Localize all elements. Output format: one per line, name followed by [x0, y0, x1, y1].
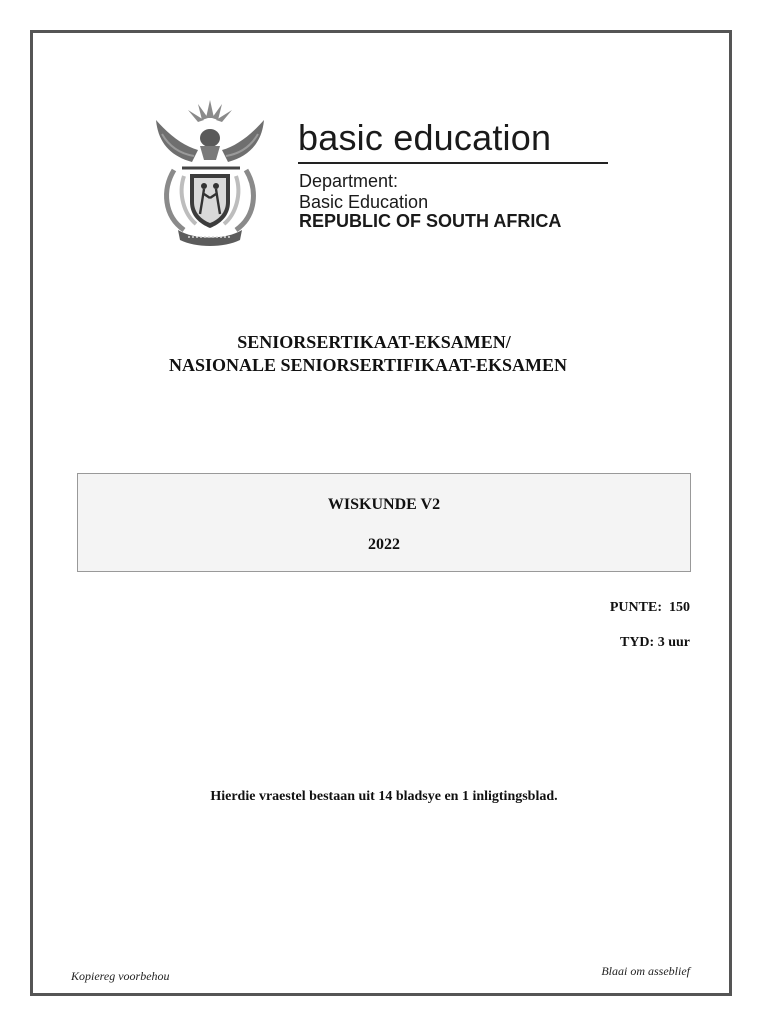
exam-heading-line-2: NASIONALE SENIORSERTIFIKAAT-EKSAMEN: [169, 355, 567, 375]
department-label: Department:: [299, 171, 399, 191]
subject-box: [77, 473, 691, 572]
copyright-note: Kopiereg voorbehou: [71, 969, 170, 983]
page-count-note: Hierdie vraestel bestaan uit 14 bladsye en 1 inligtingsblad.: [210, 789, 558, 804]
brand-title: basic education: [298, 117, 552, 158]
department-name: Basic Education: [299, 192, 429, 212]
country-name: REPUBLIC OF SOUTH AFRICA: [299, 211, 562, 231]
brand-divider: [298, 162, 608, 164]
time-label: TYD: 3 uur: [619, 635, 690, 650]
exam-heading-line-1: SENIORSERTIKAAT-EKSAMEN/: [237, 332, 511, 352]
subject-year: 2022: [368, 536, 400, 553]
turn-over-note: Blaai om asseblief: [601, 964, 690, 978]
subject-name: WISKUNDE V2: [327, 496, 441, 513]
south-africa-coat-of-arms-icon: [148, 98, 272, 246]
marks-label: PUNTE: 150: [609, 600, 690, 615]
